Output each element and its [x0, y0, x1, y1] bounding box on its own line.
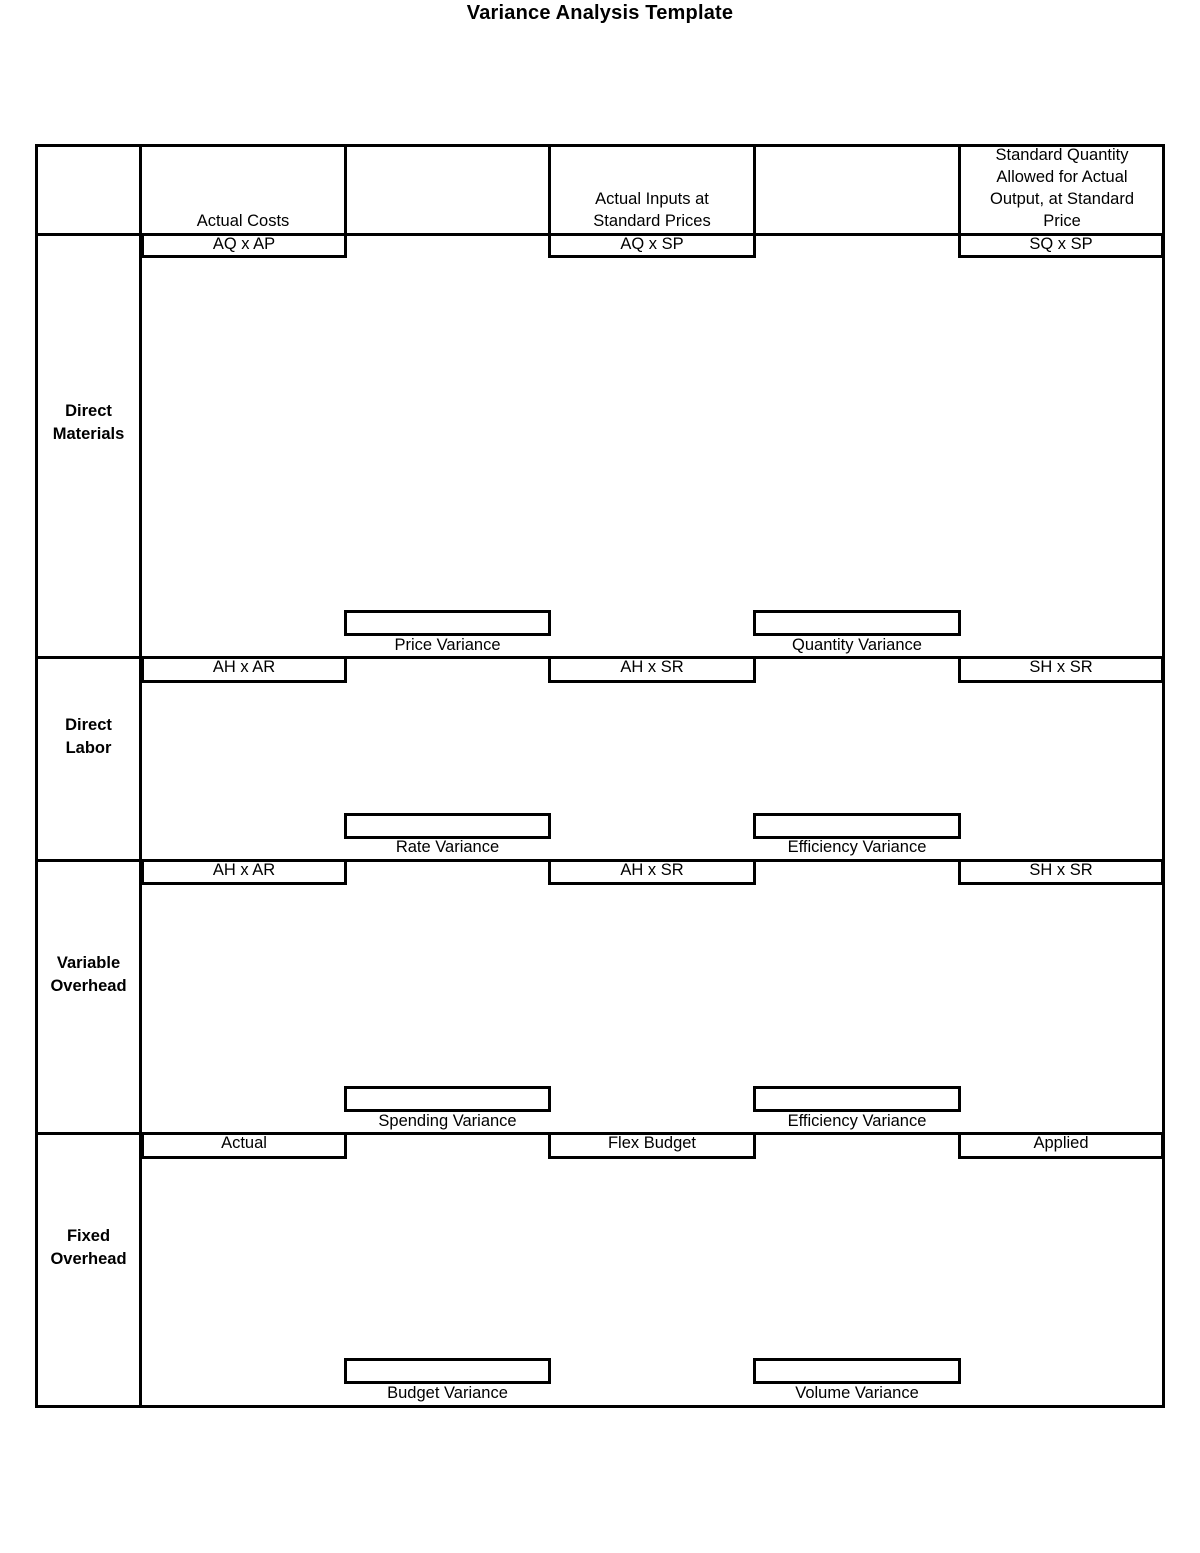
variance-label: Spending Variance [378, 1112, 517, 1130]
formula-box: AH x SR [548, 658, 756, 683]
formula-box: AH x SR [548, 861, 756, 885]
variance-label: Volume Variance [795, 1384, 919, 1402]
formula-box: Applied [958, 1134, 1164, 1159]
variance-input-box[interactable] [753, 610, 961, 636]
formula-box: SH x SR [958, 861, 1164, 885]
variance-label: Budget Variance [387, 1384, 508, 1402]
column-header-standard-quantity: Standard Quantity Allowed for Actual Output, at Standard Price [989, 146, 1134, 230]
formula-box: AH x AR [141, 658, 347, 683]
label-column-divider [139, 144, 142, 1408]
column-header-actual-inputs: Actual Inputs at Standard Prices [593, 190, 711, 230]
variance-label: Efficiency Variance [787, 1112, 927, 1130]
section-label-variable-overhead: Variable Overhead [50, 954, 127, 995]
formula-box: Flex Budget [548, 1134, 756, 1159]
variance-label: Efficiency Variance [787, 838, 927, 856]
variance-input-box[interactable] [344, 1086, 551, 1112]
header-divider [753, 144, 756, 236]
header-divider [344, 144, 347, 236]
formula-box: Actual [141, 1134, 347, 1159]
variance-input-box[interactable] [753, 813, 961, 839]
formula-box: SQ x SP [958, 235, 1164, 258]
variance-label: Rate Variance [395, 838, 500, 856]
variance-input-box[interactable] [344, 813, 551, 839]
formula-box: AQ x AP [141, 235, 347, 258]
variance-input-box[interactable] [753, 1086, 961, 1112]
section-label-direct-labor: Direct Labor [65, 716, 112, 757]
section-label-direct-materials: Direct Materials [52, 402, 125, 443]
variance-label: Quantity Variance [792, 636, 922, 654]
column-header-actual-costs: Actual Costs [196, 212, 290, 230]
variance-table [35, 144, 1165, 1408]
formula-box: AH x AR [141, 861, 347, 885]
section-label-fixed-overhead: Fixed Overhead [50, 1227, 127, 1268]
formula-box: AQ x SP [548, 235, 756, 258]
variance-input-box[interactable] [344, 610, 551, 636]
variance-input-box[interactable] [344, 1358, 551, 1384]
variance-input-box[interactable] [753, 1358, 961, 1384]
variance-label: Price Variance [394, 636, 501, 654]
formula-box: SH x SR [958, 658, 1164, 683]
page-title: Variance Analysis Template [466, 2, 734, 24]
